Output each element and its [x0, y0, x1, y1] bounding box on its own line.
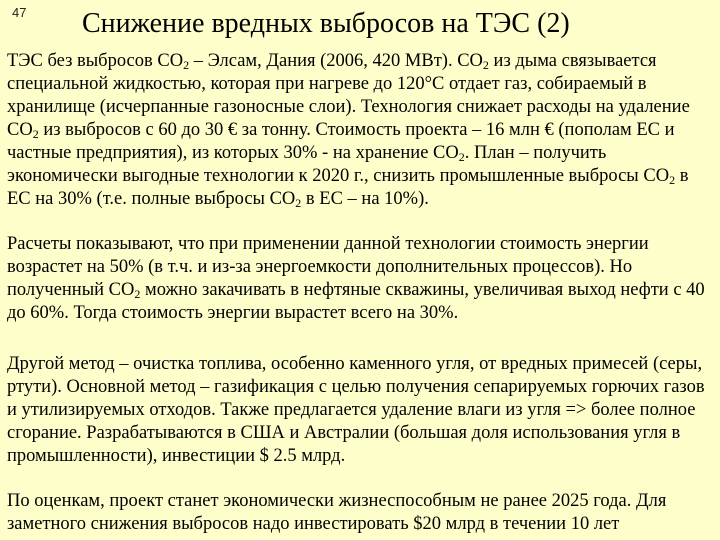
text-segment: . План – получить экономически выгодные технологии к 2020 г., снизить промышленные выбросы СО [7, 143, 670, 186]
slide-title: Снижение вредных выбросов на ТЭС (2) [82, 8, 570, 39]
text-segment: можно закачивать в нефтяные скважины, увеличивая выход нефти с 40 до 60%. Тогда стоимость энергии вырастет всего на 30%. [7, 280, 705, 323]
subscript: 2 [183, 58, 190, 72]
text-segment: из выбросов с 60 до 30 € за тонну. Стоимость проекта – 16 млн € (пополам ЕС и частные предприятия), из которых 30% - на хранение СО [7, 120, 675, 163]
text-segment: ТЭС без выбросов СО [7, 51, 184, 71]
text-segment: из дыма связывается специальной жидкостью, которая при нагреве до 120°С отдает газ, собираемый в хранилище (исчерпанные газоносные слои). Технология снижает расходы на удаление СО [7, 51, 690, 140]
slide-number: 47 [12, 5, 27, 20]
text-segment: в ЕС – на 10%). [301, 189, 429, 209]
subscript: 2 [32, 127, 39, 141]
subscript: 2 [295, 196, 302, 210]
paragraph-investment-estimate [7, 490, 715, 536]
text-segment: По оценкам, проект станет экономически жизнеспособным не ранее 2025 года. Для заметного снижения выбросов надо инвестировать $20 млрд в течении 10 лет [7, 491, 667, 534]
subscript: 2 [134, 287, 141, 301]
subscript: 2 [458, 150, 465, 164]
subscript: 2 [482, 58, 489, 72]
text-segment: Другой метод – очистка топлива, особенно каменного угля, от вредных примесей (серы, ртути). Основной метод – газификация с целью получения сепарируемых горючих газов и утилизируемых отходов. Также предлагается удаление влаги из угля => более полное сгорание. Разрабатываются в США и Австралии (большая доля использования угля в промышленности), инвестиции $ 2.5 млрд. [7, 354, 705, 466]
paragraph-elsam-project [7, 50, 715, 211]
text-segment: в ЕС на 30% (т.е. полные выбросы СО [7, 166, 689, 209]
paragraph-cost-calculation [7, 233, 715, 325]
paragraph-fuel-cleaning [7, 353, 715, 468]
subscript: 2 [669, 173, 676, 187]
text-segment: Расчеты показывают, что при применении данной технологии стоимость энергии возрастет на 50% (в т.ч. и из-за энергоемкости дополнительных процессов). Но полученный СО [7, 234, 649, 300]
text-segment: – Элсам, Дания (2006, 420 МВт). СО [189, 51, 483, 71]
